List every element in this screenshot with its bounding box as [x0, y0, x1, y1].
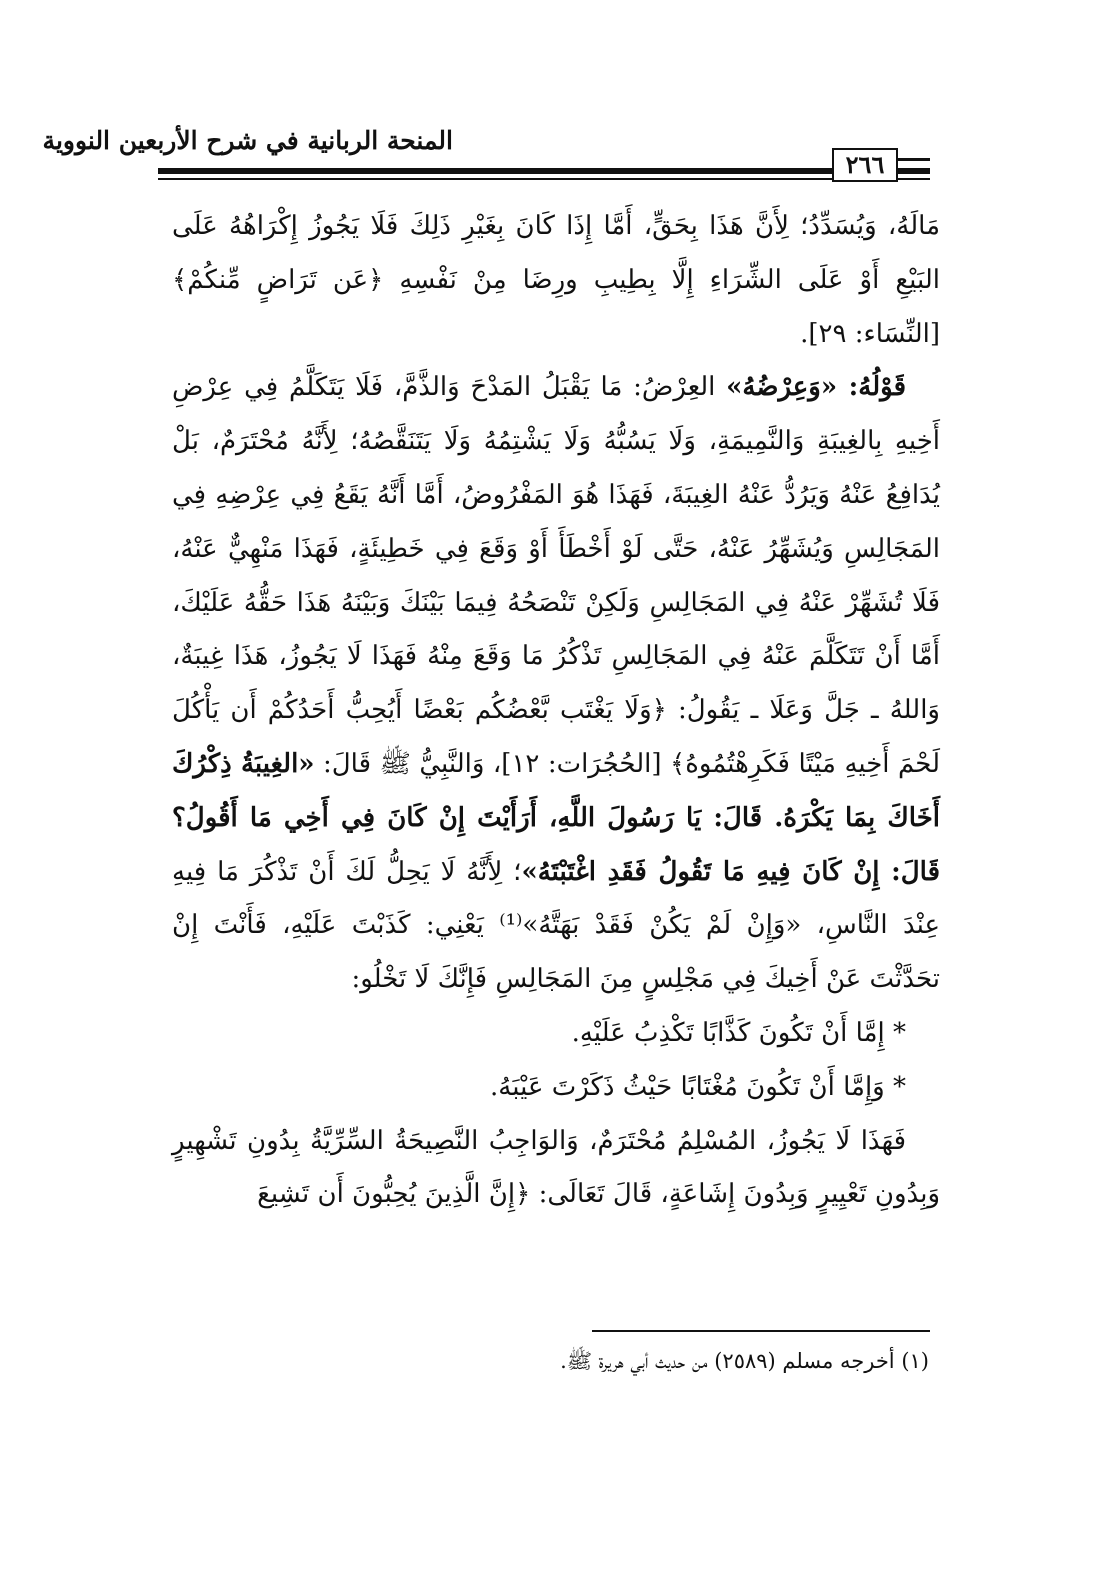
header-rule-thick [158, 168, 930, 174]
bullet-item-2: * وَإِمَّا أَنْ تَكُونَ مُغْتَابًا حَيْثُ ذَكَرْتَ عَيْبَهُ. [490, 1071, 906, 1102]
hadith-quote: «الغِيبَةُ ذِكْرُكَ أَخَاكَ بِمَا يَكْرَهُ. قَالَ: يَا رَسُولَ اللَّهِ، أَرَأَيْتَ إِنْ كَانَ فِي أَخِي مَا أَقُولُ؟ قَالَ: إِنْ كَانَ فِيهِ مَا تَقُولُ فَقَدِ اغْتَبْتَهُ» [172, 748, 940, 887]
header-rule-thin [158, 178, 930, 180]
paragraph-2 [172, 361, 940, 1007]
header-rule-accent [898, 158, 930, 161]
paragraph-3: فَهَذَا لَا يَجُوزُ، المُسْلِمُ مُحْتَرَمٌ، وَالوَاجِبُ النَّصِيحَةُ السِّرِّيَّةُ بِدُونِ تَشْهِيرٍ وَبِدُونِ تَعْيِيرٍ وَبِدُونَ إِشَاعَةٍ، قَالَ تَعَالَى: ﴿إِنَّ الَّذِينَ يُحِبُّونَ أَن تَشِيعَ [172, 1125, 940, 1210]
footnote-separator [592, 1330, 930, 1332]
paragraph-1: مَالَهُ، وَيُسَدِّدُ؛ لِأَنَّ هَذَا بِحَقٍّ، أَمَّا إِذَا كَانَ بِغَيْرِ ذَلِكَ فَلَا يَجُوزُ إِكْرَاهُهُ عَلَى البَيْعِ أَوْ عَلَى الشِّرَاءِ إِلَّا بِطِيبِ ورِضَا مِنْ نَفْسِهِ ﴿عَن تَرَاضٍ مِّنكُمْ﴾ [النِّسَاء: ٢٩]. [172, 211, 940, 349]
running-header-title: المنحة الربانية في شرح الأربعين النووية [42, 126, 453, 155]
footnote: (١) أخرجه مسلم (٢٥٨٩) من حديث أبي هريرة ﷺ. [560, 1349, 929, 1373]
bullet-item-1: * إِمَّا أَنْ تَكُونَ كَذَّابًا تَكْذِبُ عَلَيْهِ. [571, 1017, 906, 1048]
quoted-term: قَوْلُهُ: «وَعِرْضُهُ» [726, 372, 906, 403]
page-number: ٢٦٦ [832, 148, 898, 182]
main-text [172, 200, 940, 1222]
paragraph-2-text: العِرْضُ: مَا يَقْبَلُ المَدْحَ وَالذَّمَّ، فَلَا يَتَكَلَّمُ فِي عِرْضِ أَخِيهِ بِالغِيبَةِ وَالنَّمِيمَةِ، وَلَا يَسُبُّهُ وَلَا يَشْتِمُهُ وَلَا يَتَنَقَّصُهُ؛ لِأَنَّهُ مُحْتَرَمٌ، بَلْ يُدَافِعُ عَنْهُ وَيَرُدُّ عَنْهُ الغِيبَةَ، فَهَذَا هُوَ المَفْرُوضُ، أَمَّا أَنَّهُ يَقَعُ فِي عِرْضِهِ فِي المَجَالِسِ وَيُشَهِّرُ عَنْهُ، حَتَّى لَوْ أَخْطَأَ أَوْ وَقَعَ فِي خَطِيئَةٍ، فَهَذَا مَنْهِيٌّ عَنْهُ، فَلَا تُشَهِّرْ عَنْهُ فِي المَجَالِسِ وَلَكِنْ تَنْصَحُهُ فِيمَا بَيْنَكَ وَبَيْنَهُ هَذَا حَقُّهُ عَلَيْكَ، أَمَّا أَنْ تَتَكَلَّمَ عَنْهُ فِي المَجَالِسِ تَذْكُرُ مَا وَقَعَ مِنْهُ فَهَذَا لَا يَجُوزُ، هَذَا غِيبَةٌ، وَاللهُ ـ جَلَّ وَعَلَا ـ يَقُولُ: ﴿وَلَا يَغْتَب بَّعْضُكُم بَعْضًا أَيُحِبُّ أَحَدُكُمْ أَن يَأْكُلَ لَحْمَ أَخِيهِ مَيْتًا فَكَرِهْتُمُوهُ﴾ [الحُجُرَات: ١٢]، وَالنَّبِيُّ ﷺ قَالَ: [172, 372, 940, 779]
paragraph-2-tail: ؛ لِأَنَّهُ لَا يَحِلُّ لَكَ أَنْ تَذْكُرَ مَا فِيهِ عِنْدَ النَّاسِ، «وَإِنْ لَمْ يَكُنْ فَقَدْ بَهَتَّهُ»⁽¹⁾ يَعْنِي: كَذَبْتَ عَلَيْهِ، فَأَنْتَ إِنْ تحَدَّثْتَ عَنْ أَخِيكَ فِي مَجْلِسٍ مِنَ المَجَالِسِ فَإِنَّكَ لَا تَخْلُو: [172, 856, 940, 995]
